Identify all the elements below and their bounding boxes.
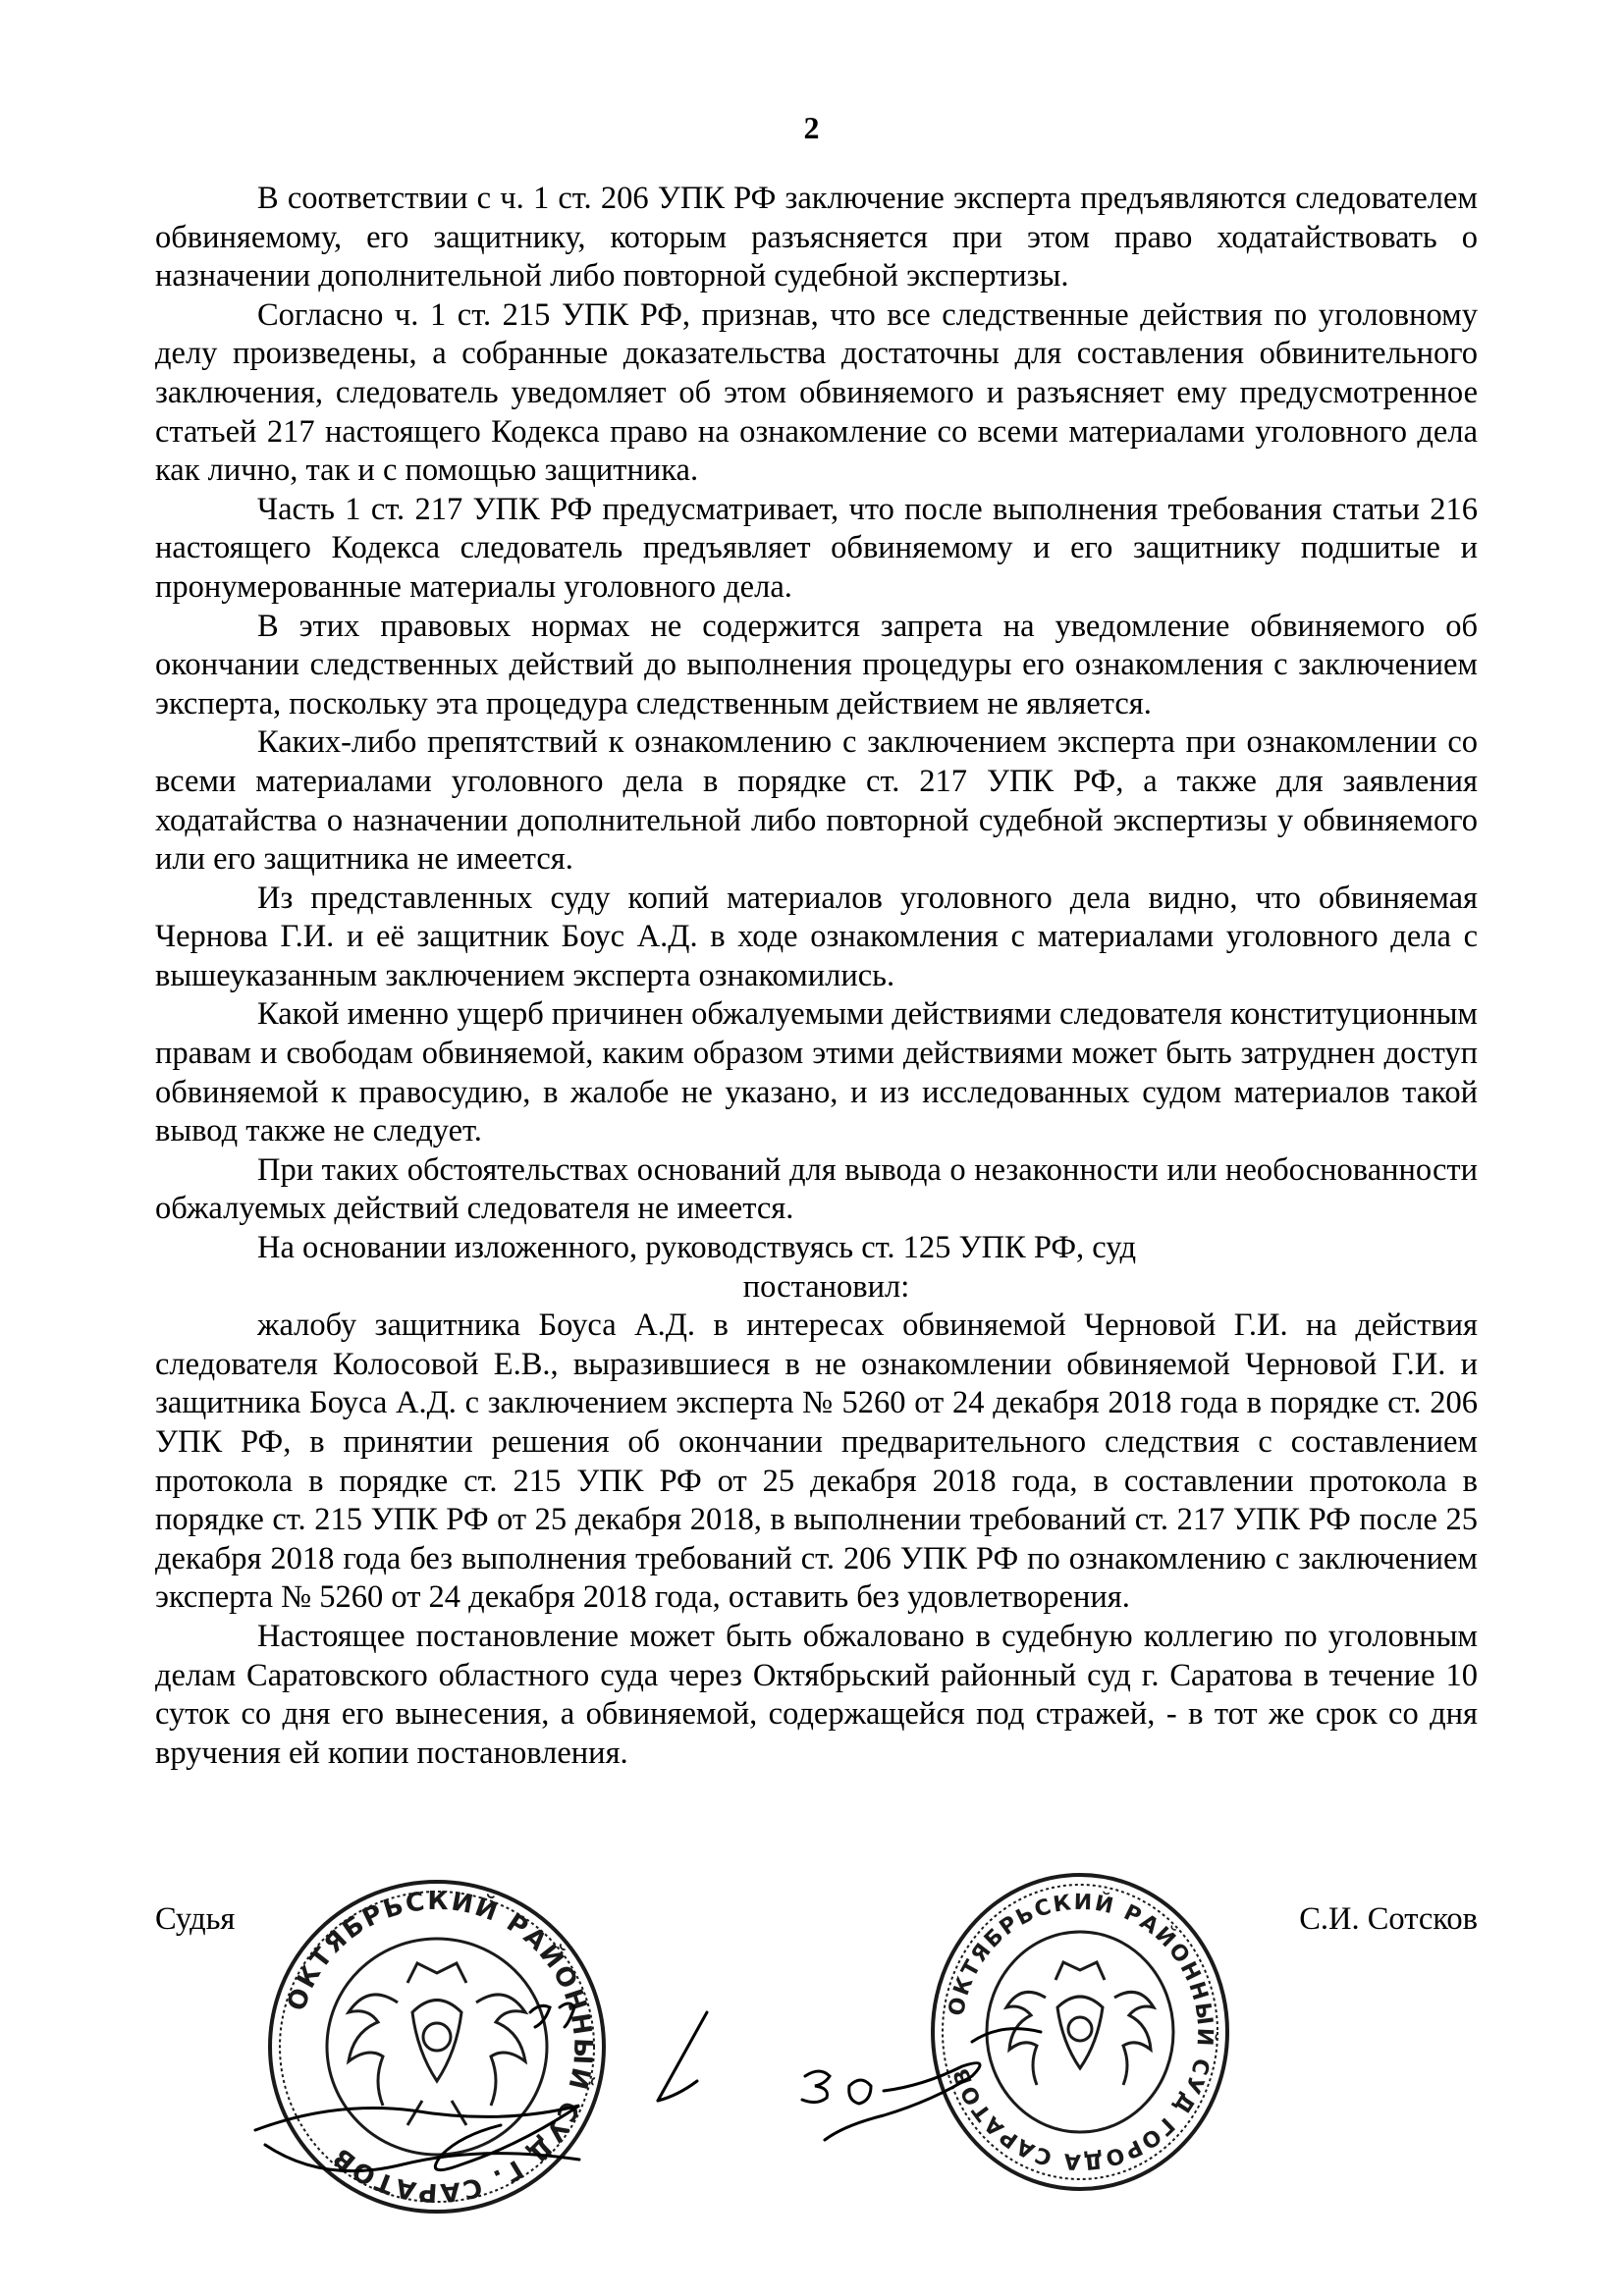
paragraph: В этих правовых нормах не содержится запрета на уведомление обвиняемого об окончании следственных действий до выполнения процедуры его ознакомления с заключением эксперта, поскольку эта процедура следственным действием не является. [155,608,1478,721]
page-number: 2 [803,110,820,145]
resolution-heading: постановил: [742,1268,910,1305]
judge-label: Судья [155,1901,236,1937]
judge-signature [236,1983,1316,2209]
resolution-paragraph: жалобу защитника Боуса А.Д. в интересах обвиняемой Черновой Г.И. на действия следователя Колосовой Е.В., выразившиеся в не ознакомлении обвиняемой Черновой Г.И. и защитника Боуса А.Д. с заключением эксперта № 5260 от 24 декабря 2018 года в порядке ст. 206 УПК РФ, в принятии решения об окончании предварительного следствия с составлением протокола в порядке ст. 215 УПК РФ от 25 декабря 2018 года, в составлении протокола в порядке ст. 215 УПК РФ от 25 декабря 2018, в выполнении требований ст. 217 УПК РФ после 25 декабря 2018 года без выполнения требований ст. 206 УПК РФ по ознакомлению с заключением эксперта № 5260 от 24 декабря 2018 года, оставить без удовлетворения. [155,1308,1478,1616]
seal-text: ОКТЯБРЬСКИЙ РАЙОННЫЙ СУД Г. САРАТОВ [282,1886,598,2208]
judge-name: С.И. Сотсков [1299,1901,1478,1937]
svg-text:ОКТЯБРЬСКИЙ РАЙОННЫЙ СУД Г. СА [282,1887,597,2207]
svg-text:ОКТЯБРЬСКИЙ РАЙОННЫЙ СУД ГОРОД [945,1891,1217,2174]
court-seal-right [918,1860,1242,2204]
paragraph: Согласно ч. 1 ст. 215 УПК РФ, признав, что все следственные действия по уголовному делу произведены, а собранные доказательства достаточны для составления обвинительного заключения, следователь уведомляет об этом обвиняемого и разъясняет ему предусмотренное статьей 217 настоящего Кодекса право на ознакомление со всеми материалами уголовного дела как лично, так и с помощью защитника. [155,296,1478,489]
paragraph: Из представленных суду копий материалов уголовного дела видно, что обвиняемая Чернова Г.И. и её защитник Боус А.Д. в ходе ознакомления с материалами уголовного дела с вышеуказанным заключением эксперта ознакомились. [155,880,1478,993]
paragraph: Каких-либо препятствий к ознакомлению с заключением эксперта при ознакомлении со всеми материалами уголовного дела в порядке ст. 217 УПК РФ, а также для заявления ходатайства о назначении дополнительной либо повторной судебной экспертизы у обвиняемого или его защитника не имеется. [155,724,1478,878]
paragraph: В соответствии с ч. 1 ст. 206 УПК РФ заключение эксперта предъявляются следователем обвиняемому, его защитнику, которым разъясняется при этом право ходатайствовать о назначении дополнительной либо повторной судебной экспертизы. [155,181,1478,294]
paragraph: При таких обстоятельствах оснований для вывода о незаконности или необоснованности обжалуемых действий следователя не имеется. [155,1151,1478,1227]
paragraph: Какой именно ущерб причинен обжалуемыми действиями следователя конституционным правам и свободам обвиняемой, каким образом этими действиями может быть затруднен доступ обвиняемой к правосудию, в жалобе не указано, и из исследованных судом материалов такой вывод также не следует. [155,996,1478,1149]
seal-text: ОКТЯБРЬСКИЙ РАЙОННЫЙ СУД ГОРОДА САРАТОВ [944,1890,1217,2174]
document-body [155,180,1478,1773]
court-seal-left [250,1865,623,2228]
resolution-paragraph: Настоящее постановление может быть обжаловано в судебную коллегию по уголовным делам Саратовского областного суда через Октябрьский районный суд г. Саратова в течение 10 суток со дня его вынесения, а обвиняемой, содержащейся под стражей, - в тот же срок со дня вручения ей копии постановления. [155,1618,1478,1771]
paragraph: Часть 1 ст. 217 УПК РФ предусматривает, что после выполнения требования статьи 216 настоящего Кодекса следователь предъявляет обвиняемому и его защитнику подшитые и пронумерованные материалы уголовного дела. [155,491,1478,605]
paragraph: На основании изложенного, руководствуясь ст. 125 УПК РФ, суд [257,1230,1137,1266]
